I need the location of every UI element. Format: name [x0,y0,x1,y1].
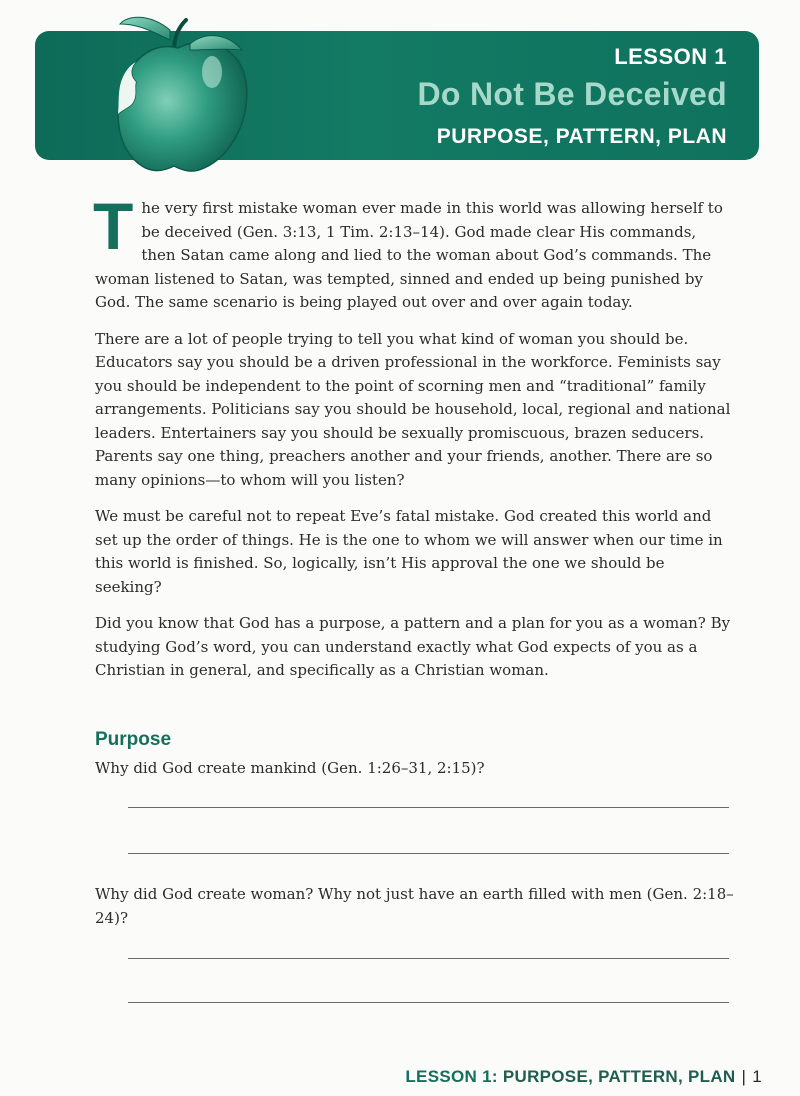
paragraph-intro-text: he very first mistake woman ever made in this world was allowing herself to be deceived (Gen. 3:13, 1 Tim. 2:13–14). God made clear His commands, then Satan came along and lied to the woman about God’s commands. The woman listened to Satan, was tempted, sinned and ended up being punished by God. The same scenario is being played out over and over again today. [95,199,723,311]
page-number: 1 [752,1067,762,1086]
apple-highlight [202,56,222,88]
footer-topics: PURPOSE, PATTERN, PLAN [497,1067,736,1086]
lesson-body [93,189,735,696]
answer-line-2a[interactable] [128,958,729,959]
paragraph-eve-mistake: We must be careful not to repeat Eve’s fatal mistake. God created this world and set up the order of things. He is the one to whom we will answer when our time in this world is finished. So, logically, isn’t His approval the one we should be seeking? [95,507,723,596]
question-1: Why did God create mankind (Gen. 1:26–31, 2:15)? [95,759,485,777]
paragraph-intro [93,189,735,315]
apple-body [118,42,247,171]
lesson-title: Do Not Be Deceived [417,76,727,112]
question-2: Why did God create woman? Why not just have an earth filled with men (Gen. 2:18–24)? [95,885,734,927]
apple-leaf-right [190,36,242,50]
footer-separator: | [741,1067,747,1086]
purpose-heading: Purpose [95,729,172,750]
page-footer [405,1067,762,1087]
footer-colon: : [491,1067,498,1086]
drop-cap: T [93,189,134,263]
lesson-label: LESSON 1 [614,44,727,69]
footer-lesson: LESSON 1 [405,1067,492,1086]
apple-leaf [120,17,170,40]
lesson-subtitle: PURPOSE, PATTERN, PLAN [436,125,727,148]
apple-icon [108,10,258,182]
answer-line-1a[interactable] [128,807,729,808]
answer-line-2b[interactable] [128,1002,729,1003]
answer-line-1b[interactable] [128,853,729,854]
paragraph-purpose-pattern-plan: Did you know that God has a purpose, a pattern and a plan for you as a woman? By studying God’s word, you can understand exactly what God expects of you as a Christian in general, and specifically as a Christian woman. [95,614,731,679]
paragraph-opinions: There are a lot of people trying to tell you what kind of woman you should be. Educators say you should be a driven professional in the workforce. Feminists say you should be independent to the point of scorning men and “traditional” family arrangements. Politicians say you should be household, local, regional and national leaders. Entertainers say you should be sexually promiscuous, brazen seducers. Parents say one thing, preachers another and your friends, another. There are so many opinions—to whom will you listen? [95,329,731,489]
